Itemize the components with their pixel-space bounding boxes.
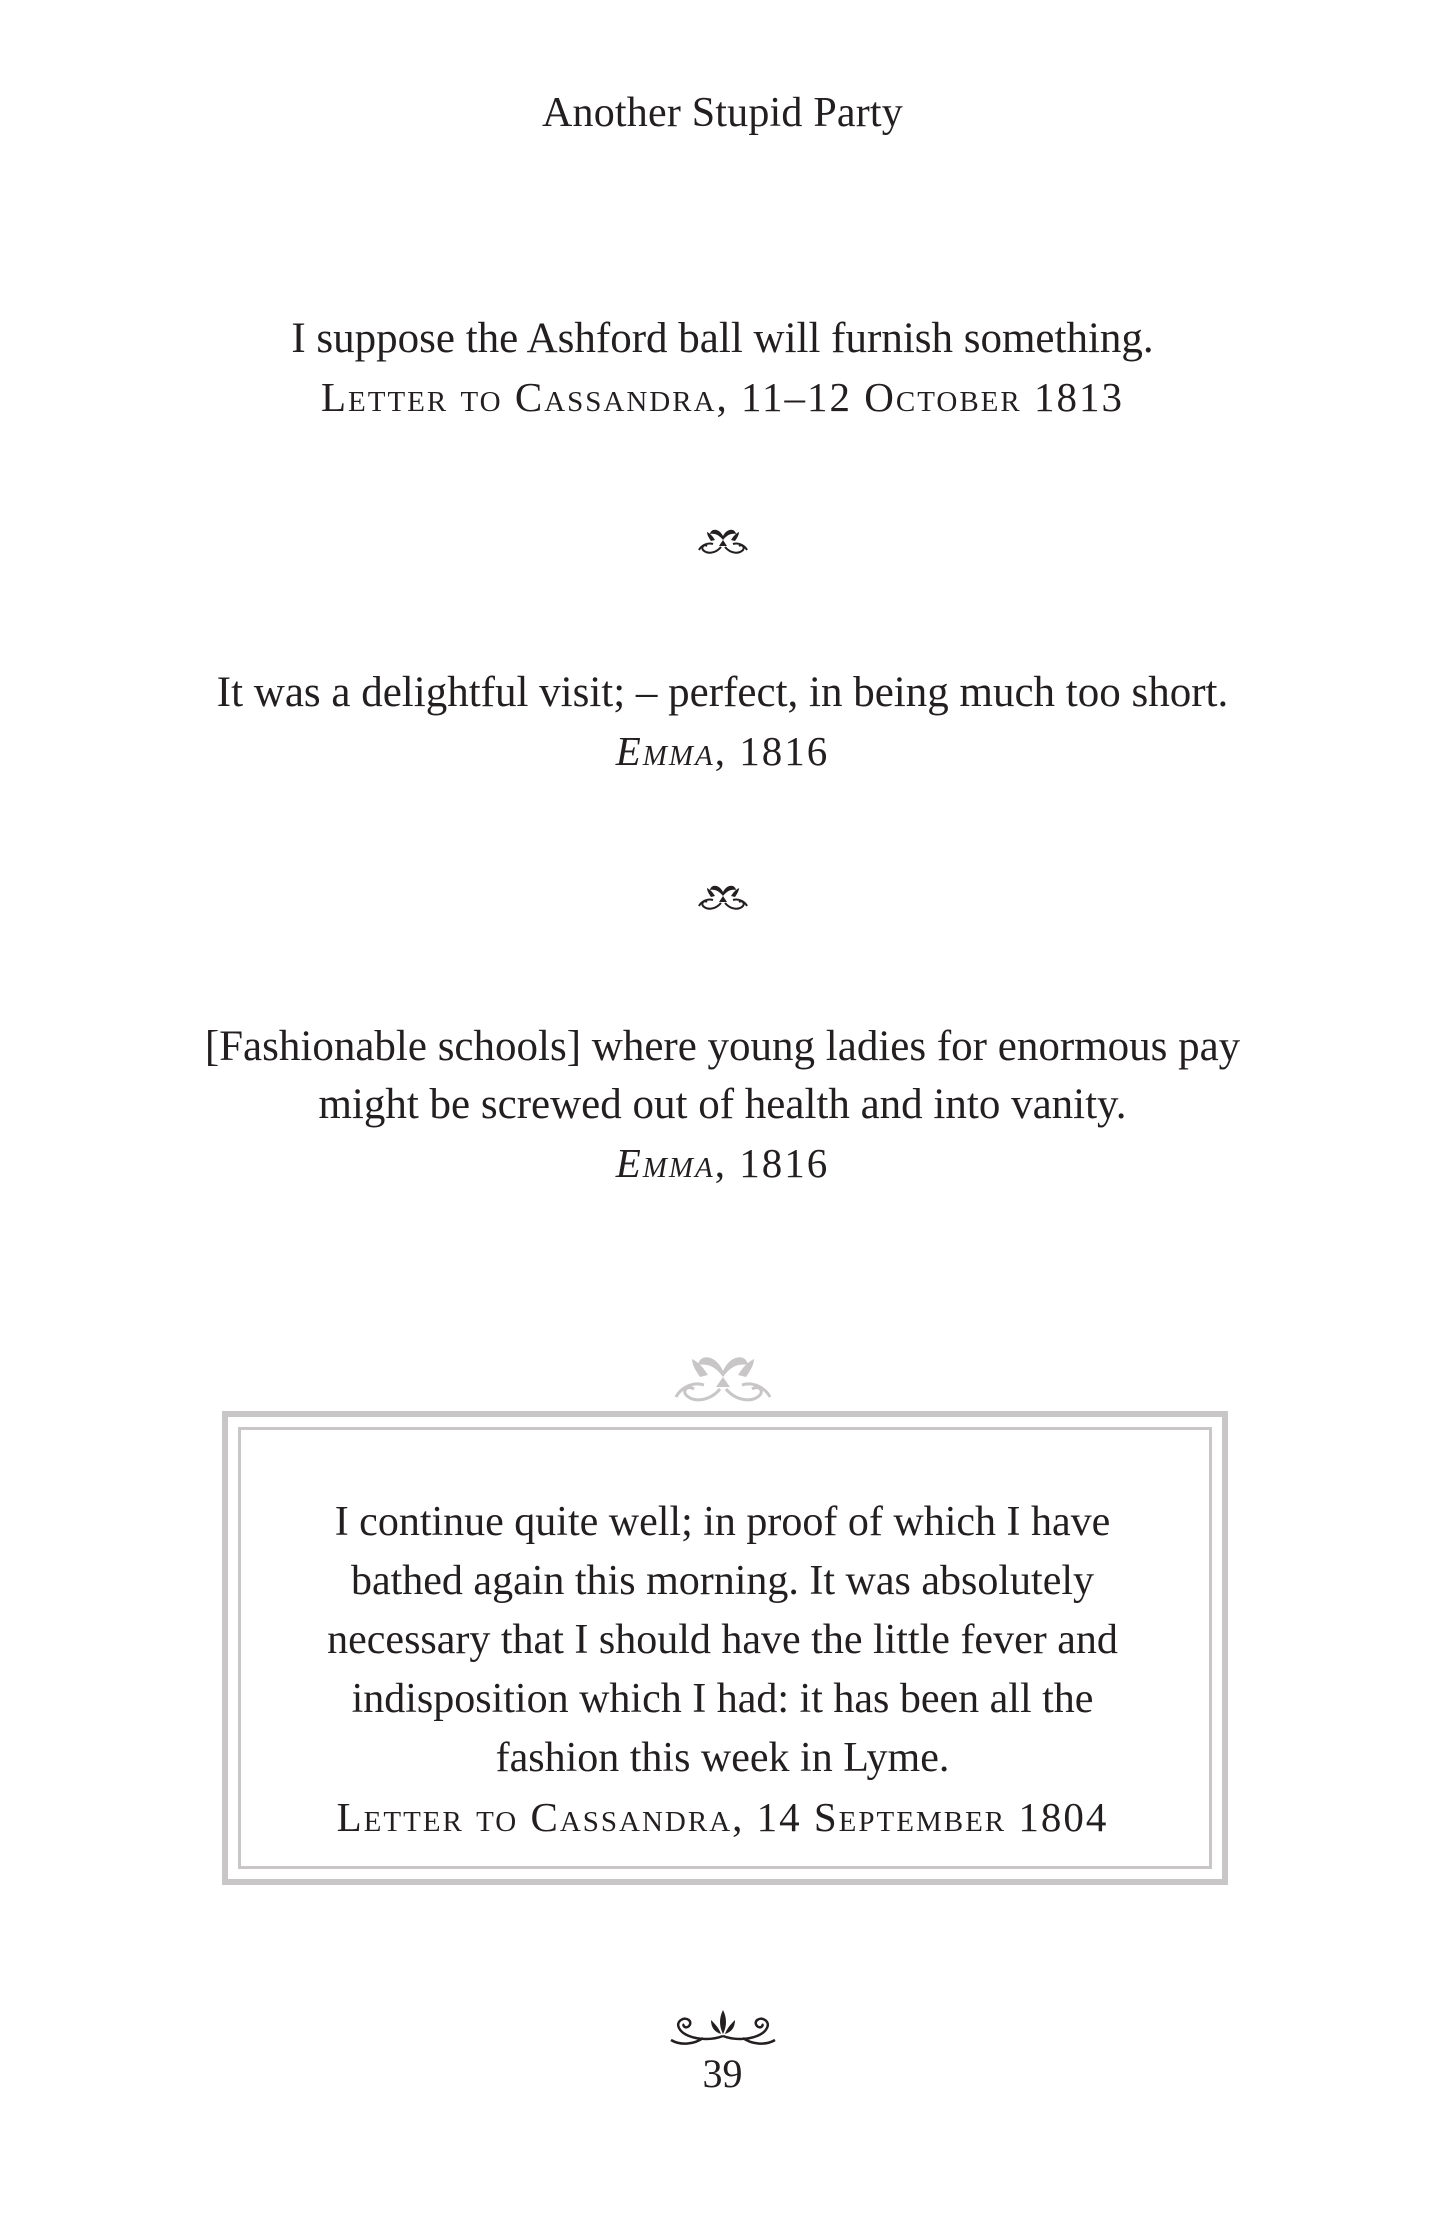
- boxed-quote-line-2: bathed again this morning. It was absolutely: [350, 1558, 1095, 1604]
- quote-2-source-year: , 1816: [714, 728, 830, 774]
- boxed-quote-line-1: I continue quite well; in proof of which I have: [334, 1499, 1111, 1545]
- page-number: 39: [702, 2051, 743, 2096]
- quote-3-source-year: , 1816: [714, 1140, 830, 1186]
- boxed-quote-line-4: indisposition which I had: it has been all the: [351, 1676, 1094, 1722]
- quote-2-source-title: Emma: [615, 728, 715, 774]
- floral-divider-icon: [693, 878, 753, 918]
- quote-3-source: [0, 1134, 1445, 1192]
- quote-3: [0, 1018, 1445, 1192]
- quote-3-text-line-2: might be screwed out of health and into vanity.: [318, 1081, 1127, 1128]
- boxed-quote: [0, 1493, 1445, 1847]
- quote-3-source-title: Emma: [615, 1140, 715, 1186]
- quote-1-source: Letter to Cassandra, 11–12 October 1813: [320, 374, 1124, 420]
- quote-2: [0, 664, 1445, 780]
- running-head: Another Stupid Party: [542, 90, 903, 136]
- quote-2-text: It was a delightful visit; – perfect, in being much too short.: [216, 669, 1229, 716]
- quote-2-source: [0, 722, 1445, 780]
- quote-1: [0, 310, 1445, 426]
- scroll-flourish-icon: [663, 2006, 783, 2052]
- boxed-quote-line-3: necessary that I should have the little fever and: [327, 1617, 1118, 1663]
- quote-1-text: I suppose the Ashford ball will furnish something.: [291, 315, 1154, 362]
- quote-3-text-line-1: [Fashionable schools] where young ladies for enormous pay: [204, 1023, 1241, 1070]
- boxed-quote-source: Letter to Cassandra, 14 September 1804: [336, 1794, 1109, 1840]
- floral-divider-icon: [693, 522, 753, 562]
- floral-crest-icon: [668, 1345, 778, 1413]
- boxed-quote-line-5: fashion this week in Lyme.: [495, 1735, 950, 1781]
